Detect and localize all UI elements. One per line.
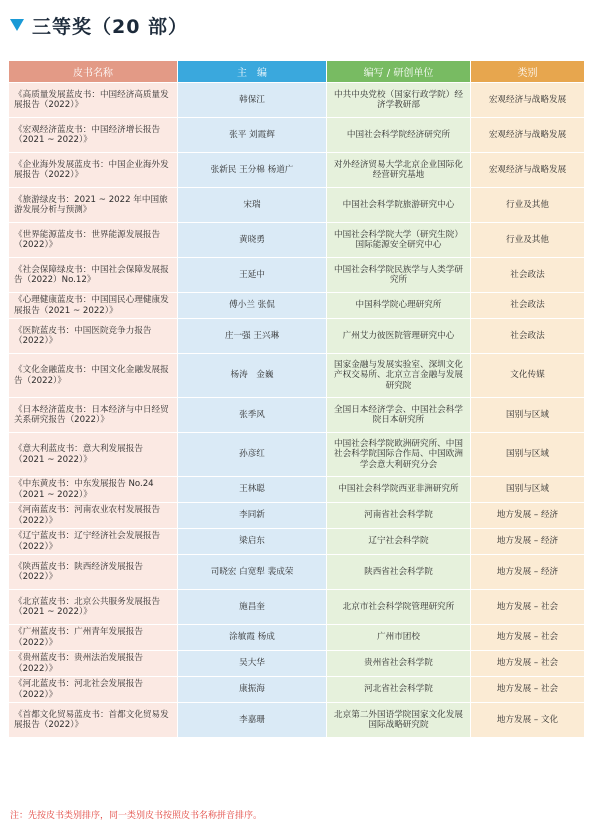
- editor-cell: 黄晓勇: [178, 223, 326, 257]
- unit-cell: 辽宁社会科学院: [327, 529, 470, 554]
- unit-cell: 对外经济贸易大学北京企业国际化经营研究基地: [327, 153, 470, 187]
- editor-cell: 王延中: [178, 258, 326, 292]
- table-row: [9, 319, 584, 353]
- table-row: [9, 188, 584, 222]
- category-cell: 文化传媒: [471, 354, 584, 397]
- editor-cell: 康振海: [178, 677, 326, 702]
- editor-cell: 施昌奎: [178, 590, 326, 624]
- editor-cell: 杨涛 金巍: [178, 354, 326, 397]
- category-cell: 国别与区域: [471, 477, 584, 502]
- table-row: [9, 677, 584, 702]
- book-name-cell: 《中东黄皮书：中东发展报告 No.24（2021 ~ 2022）》: [9, 477, 177, 502]
- table-row: [9, 433, 584, 476]
- table-row: [9, 83, 584, 117]
- editor-cell: 涂敏霞 杨成: [178, 625, 326, 650]
- category-cell: 地方发展 – 经济: [471, 555, 584, 589]
- awards-table: [8, 60, 585, 738]
- editor-cell: 李同新: [178, 503, 326, 528]
- table-header-row: [9, 61, 584, 82]
- footnote: 注：先按皮书类别排序，同一类别皮书按照皮书名称拼音排序。: [10, 811, 263, 821]
- unit-cell: 中国科学院心理研究所: [327, 293, 470, 318]
- category-cell: 社会政法: [471, 293, 584, 318]
- unit-cell: 广州艾力彼医院管理研究中心: [327, 319, 470, 353]
- unit-cell: 陕西省社会科学院: [327, 555, 470, 589]
- table-row: [9, 477, 584, 502]
- category-cell: 地方发展 – 经济: [471, 529, 584, 554]
- category-cell: 行业及其他: [471, 223, 584, 257]
- category-cell: 地方发展 – 社会: [471, 677, 584, 702]
- header-category: 类别: [471, 61, 584, 82]
- category-cell: 宏观经济与战略发展: [471, 83, 584, 117]
- table-row: [9, 153, 584, 187]
- book-name-cell: 《广州蓝皮书：广州青年发展报告（2022）》: [9, 625, 177, 650]
- category-cell: 行业及其他: [471, 188, 584, 222]
- book-name-cell: 《贵州蓝皮书：贵州法治发展报告（2022）》: [9, 651, 177, 676]
- header-book-name: 皮书名称: [9, 61, 177, 82]
- editor-cell: 傅小兰 张侃: [178, 293, 326, 318]
- editor-cell: 吴大华: [178, 651, 326, 676]
- unit-cell: 广州市团校: [327, 625, 470, 650]
- unit-cell: 国家金融与发展实验室、深圳文化产权交易所、北京立言金融与发展研究院: [327, 354, 470, 397]
- editor-cell: 宋瑞: [178, 188, 326, 222]
- unit-cell: 中国社会科学院大学（研究生院）国际能源安全研究中心: [327, 223, 470, 257]
- table-body: [9, 83, 584, 737]
- category-cell: 地方发展 – 社会: [471, 625, 584, 650]
- editor-cell: 韩保江: [178, 83, 326, 117]
- unit-cell: 贵州省社会科学院: [327, 651, 470, 676]
- book-name-cell: 《陕西蓝皮书：陕西经济发展报告（2022）》: [9, 555, 177, 589]
- triangle-down-icon: [10, 19, 24, 31]
- book-name-cell: 《意大利蓝皮书：意大利发展报告（2021 ~ 2022）》: [9, 433, 177, 476]
- unit-cell: 全国日本经济学会、中国社会科学院日本研究所: [327, 398, 470, 432]
- book-name-cell: 《世界能源蓝皮书：世界能源发展报告（2022）》: [9, 223, 177, 257]
- table-row: [9, 354, 584, 397]
- category-cell: 社会政法: [471, 319, 584, 353]
- unit-cell: 中国社会科学院欧洲研究所、中国社会科学院国际合作局、中国欧洲学会意大利研究分会: [327, 433, 470, 476]
- category-cell: 社会政法: [471, 258, 584, 292]
- book-name-cell: 《文化金融蓝皮书：中国文化金融发展报告（2022）》: [9, 354, 177, 397]
- category-cell: 地方发展 – 社会: [471, 651, 584, 676]
- unit-cell: 中国社会科学院民族学与人类学研究所: [327, 258, 470, 292]
- book-name-cell: 《辽宁蓝皮书：辽宁经济社会发展报告（2022）》: [9, 529, 177, 554]
- book-name-cell: 《北京蓝皮书：北京公共服务发展报告（2021 ~ 2022）》: [9, 590, 177, 624]
- table-row: [9, 118, 584, 152]
- editor-cell: 司晓宏 白宽犁 裴成荣: [178, 555, 326, 589]
- book-name-cell: 《旅游绿皮书：2021 ~ 2022 年中国旅游发展分析与预测》: [9, 188, 177, 222]
- book-name-cell: 《宏观经济蓝皮书：中国经济增长报告（2021 ~ 2022）》: [9, 118, 177, 152]
- editor-cell: 王林聪: [178, 477, 326, 502]
- table-row: [9, 625, 584, 650]
- table-row: [9, 398, 584, 432]
- table-row: [9, 503, 584, 528]
- section-title: 三等奖（20 部）: [32, 15, 189, 38]
- table-row: [9, 703, 584, 737]
- table-row: [9, 555, 584, 589]
- book-name-cell: 《社会保障绿皮书：中国社会保障发展报告（2022）No.12》: [9, 258, 177, 292]
- table-row: [9, 223, 584, 257]
- editor-cell: 张新民 王分棉 杨道广: [178, 153, 326, 187]
- category-cell: 宏观经济与战略发展: [471, 153, 584, 187]
- book-name-cell: 《心理健康蓝皮书：中国国民心理健康发展报告（2021 ~ 2022）》: [9, 293, 177, 318]
- category-cell: 地方发展 – 社会: [471, 590, 584, 624]
- book-name-cell: 《河南蓝皮书：河南农业农村发展报告（2022）》: [9, 503, 177, 528]
- unit-cell: 中国社会科学院旅游研究中心: [327, 188, 470, 222]
- book-name-cell: 《日本经济蓝皮书：日本经济与中日经贸关系研究报告（2022）》: [9, 398, 177, 432]
- unit-cell: 中共中央党校（国家行政学院）经济学教研部: [327, 83, 470, 117]
- unit-cell: 北京市社会科学院管理研究所: [327, 590, 470, 624]
- editor-cell: 孙彦红: [178, 433, 326, 476]
- unit-cell: 河南省社会科学院: [327, 503, 470, 528]
- table-row: [9, 293, 584, 318]
- editor-cell: 张季风: [178, 398, 326, 432]
- book-name-cell: 《高质量发展蓝皮书：中国经济高质量发展报告（2022）》: [9, 83, 177, 117]
- category-cell: 地方发展 – 经济: [471, 503, 584, 528]
- category-cell: 宏观经济与战略发展: [471, 118, 584, 152]
- unit-cell: 中国社会科学院经济研究所: [327, 118, 470, 152]
- category-cell: 国别与区域: [471, 398, 584, 432]
- unit-cell: 河北省社会科学院: [327, 677, 470, 702]
- editor-cell: 庄一强 王兴琳: [178, 319, 326, 353]
- book-name-cell: 《企业海外发展蓝皮书：中国企业海外发展报告（2022）》: [9, 153, 177, 187]
- table-row: [9, 529, 584, 554]
- book-name-cell: 《首都文化贸易蓝皮书：首都文化贸易发展报告（2022）》: [9, 703, 177, 737]
- editor-cell: 梁启东: [178, 529, 326, 554]
- unit-cell: 中国社会科学院西亚非洲研究所: [327, 477, 470, 502]
- book-name-cell: 《医院蓝皮书：中国医院竞争力报告（2022）》: [9, 319, 177, 353]
- book-name-cell: 《河北蓝皮书：河北社会发展报告（2022）》: [9, 677, 177, 702]
- editor-cell: 张平 刘霞辉: [178, 118, 326, 152]
- unit-cell: 北京第二外国语学院国家文化发展国际战略研究院: [327, 703, 470, 737]
- section-header: [10, 12, 188, 38]
- category-cell: 地方发展 – 文化: [471, 703, 584, 737]
- table-row: [9, 258, 584, 292]
- header-editor: 主 编: [178, 61, 326, 82]
- table-row: [9, 651, 584, 676]
- editor-cell: 李嘉珊: [178, 703, 326, 737]
- category-cell: 国别与区域: [471, 433, 584, 476]
- header-unit: 编写 / 研创单位: [327, 61, 470, 82]
- table-row: [9, 590, 584, 624]
